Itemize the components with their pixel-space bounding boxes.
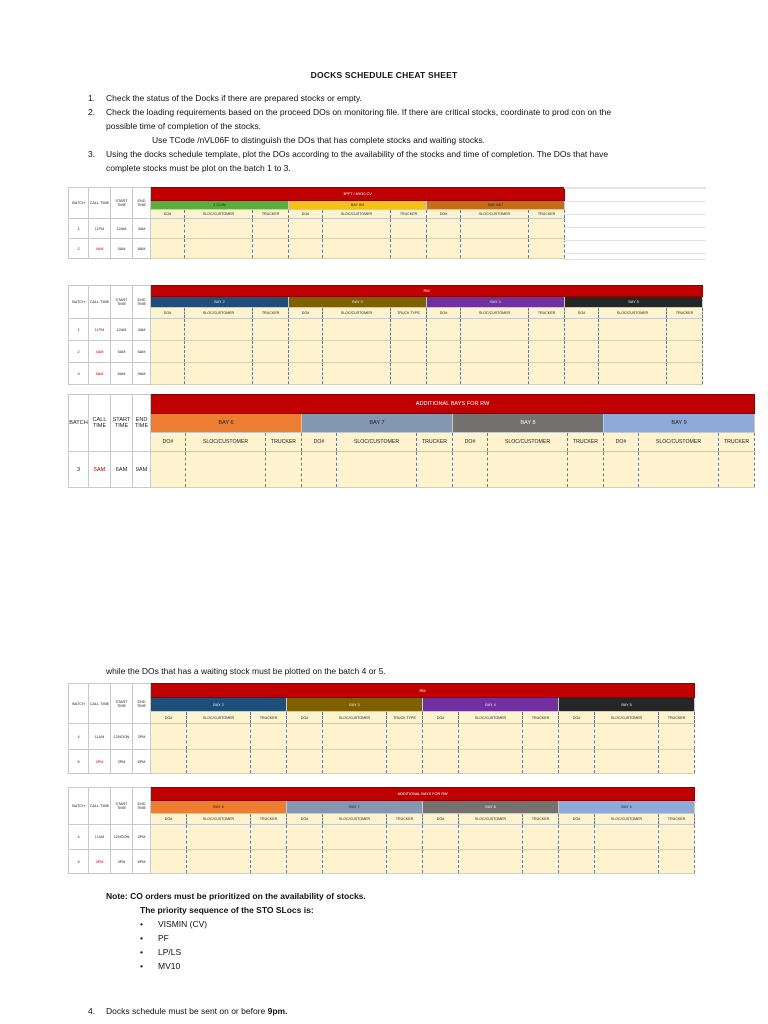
- schedule-cell[interactable]: [659, 850, 695, 874]
- schedule-cell[interactable]: [659, 750, 695, 774]
- schedule-cell[interactable]: [427, 239, 461, 259]
- sub-column-header: TRUCKER: [253, 308, 289, 319]
- sub-column-header: DO#: [289, 308, 323, 319]
- schedule-table-batch-4-5-rw: [68, 683, 695, 774]
- bay-header: BAY 6: [151, 801, 287, 814]
- start-time: 12AM: [111, 319, 133, 341]
- schedule-cell[interactable]: [459, 750, 523, 774]
- schedule-cell[interactable]: [387, 850, 423, 874]
- sub-column-header: TRUCKER: [523, 712, 559, 724]
- schedule-cell[interactable]: [559, 724, 595, 750]
- schedule-cell[interactable]: [565, 363, 599, 385]
- end-time: 9AM: [133, 452, 151, 488]
- schedule-cell[interactable]: [289, 363, 323, 385]
- end-time: 3AM: [133, 319, 151, 341]
- sub-column-header: DO#: [423, 814, 459, 825]
- schedule-cell[interactable]: [323, 363, 391, 385]
- end-time-header: END TIME: [133, 788, 151, 825]
- sub-column-header: DO#: [423, 712, 459, 724]
- banner-header: ADDITIONAL BAYS FOR RW: [151, 395, 755, 414]
- schedule-cell[interactable]: [287, 825, 323, 850]
- sub-column-header: DO#: [151, 210, 185, 219]
- sub-column-header: TRUCKER: [529, 308, 565, 319]
- schedule-cell[interactable]: [187, 724, 251, 750]
- call-time: 4AM: [89, 341, 111, 363]
- spreadsheet-gridlines: [564, 187, 706, 260]
- schedule-cell[interactable]: [323, 239, 391, 259]
- call-time-header: CALL TIME: [89, 684, 111, 724]
- batch-number: 4: [69, 724, 89, 750]
- schedule-cell[interactable]: [253, 219, 289, 239]
- step-4: 4. Docks schedule must be sent on or before 9pm.: [88, 1006, 288, 1016]
- sub-column-header: TRUCKER: [251, 814, 287, 825]
- batch-header: BATCH: [69, 395, 89, 452]
- schedule-cell[interactable]: [391, 239, 427, 259]
- waiting-stock-note: while the DOs that has a waiting stock must be plotted on the batch 4 or 5.: [106, 666, 386, 676]
- end-time: 8AM: [133, 239, 151, 259]
- schedule-cell[interactable]: [459, 825, 523, 850]
- schedule-grid: [68, 187, 565, 259]
- schedule-cell[interactable]: [427, 363, 461, 385]
- schedule-cell[interactable]: [185, 239, 253, 259]
- start-time-header: START TIME: [111, 395, 133, 452]
- end-time-header: END TIME: [133, 286, 151, 319]
- batch-number: 1: [69, 319, 89, 341]
- schedule-cell[interactable]: [187, 850, 251, 874]
- schedule-cell[interactable]: [151, 341, 185, 363]
- schedule-cell[interactable]: [529, 341, 565, 363]
- schedule-cell[interactable]: [523, 724, 559, 750]
- schedule-cell[interactable]: [253, 341, 289, 363]
- start-time: 3PM: [111, 850, 133, 874]
- schedule-cell[interactable]: [565, 341, 599, 363]
- schedule-cell[interactable]: [151, 750, 187, 774]
- schedule-cell[interactable]: [323, 825, 387, 850]
- schedule-cell[interactable]: [187, 825, 251, 850]
- sub-column-header: TRUCKER: [667, 308, 703, 319]
- batch-row: [69, 363, 703, 385]
- sub-column-header: SLOC/CUSTOMER: [323, 210, 391, 219]
- schedule-table-batch-3-additional: [68, 394, 755, 488]
- sub-column-header: TRUCKER: [529, 210, 565, 219]
- schedule-cell[interactable]: [529, 363, 565, 385]
- bay-header: BAY 4: [427, 297, 565, 308]
- batch-number: 2: [69, 239, 89, 259]
- end-time: 6PM: [133, 850, 151, 874]
- schedule-cell[interactable]: [523, 825, 559, 850]
- schedule-cell[interactable]: [461, 341, 529, 363]
- step-2-cont: possible time of completion of the stocks.: [106, 121, 261, 131]
- sub-column-header: DO#: [151, 814, 187, 825]
- bay-header: BAY 5: [559, 698, 695, 712]
- schedule-cell[interactable]: [595, 850, 659, 874]
- call-time-header: CALL TIME: [89, 395, 111, 452]
- start-time: 12NOON: [111, 724, 133, 750]
- schedule-cell[interactable]: [323, 750, 387, 774]
- schedule-cell[interactable]: [323, 341, 391, 363]
- call-time: 5AM: [89, 452, 111, 488]
- batch-header: BATCH: [69, 286, 89, 319]
- priority-item: • LP/LS: [140, 945, 207, 959]
- batch-number: 1: [69, 219, 89, 239]
- schedule-cell[interactable]: [423, 724, 459, 750]
- batch-row: [69, 724, 695, 750]
- sub-column-header: SLOC/CUSTOMER: [639, 433, 719, 452]
- batch-number: 3: [69, 452, 89, 488]
- priority-list: [140, 917, 207, 973]
- schedule-cell[interactable]: [565, 319, 599, 341]
- bay-header: BAY 7: [287, 801, 423, 814]
- sub-column-header: SLOC/CUSTOMER: [185, 308, 253, 319]
- sub-column-header: SLOC/CUSTOMER: [323, 308, 391, 319]
- sub-column-header: DO#: [287, 712, 323, 724]
- call-time-header: CALL TIME: [89, 788, 111, 825]
- schedule-cell[interactable]: [151, 850, 187, 874]
- schedule-cell[interactable]: [595, 750, 659, 774]
- schedule-cell[interactable]: [266, 452, 302, 488]
- sub-column-header: TRUCKER: [387, 814, 423, 825]
- schedule-cell[interactable]: [387, 750, 423, 774]
- sub-column-header: DO#: [151, 712, 187, 724]
- schedule-cell[interactable]: [559, 750, 595, 774]
- start-time-header: START TIME: [111, 286, 133, 319]
- batch-header: BATCH: [69, 188, 89, 219]
- sub-column-header: TRUCKER: [266, 433, 302, 452]
- schedule-cell[interactable]: [459, 724, 523, 750]
- bay-header: BAY 8/9: [289, 201, 427, 210]
- schedule-cell[interactable]: [599, 341, 667, 363]
- schedule-cell[interactable]: [659, 724, 695, 750]
- schedule-cell[interactable]: [529, 319, 565, 341]
- sub-column-header: DO#: [151, 308, 185, 319]
- step-3: 3. Using the docks schedule template, plot the DOs according to the availability of the stocks and time of completion. The DOs that have: [88, 149, 609, 159]
- schedule-cell[interactable]: [639, 452, 719, 488]
- sub-column-header: SLOC/CUSTOMER: [595, 712, 659, 724]
- end-time: 3AM: [133, 219, 151, 239]
- sub-column-header: DO#: [565, 308, 599, 319]
- start-time: 6AM: [111, 363, 133, 385]
- schedule-cell[interactable]: [667, 363, 703, 385]
- start-time-header: START TIME: [111, 788, 133, 825]
- schedule-cell[interactable]: [423, 750, 459, 774]
- schedule-cell[interactable]: [289, 319, 323, 341]
- bay-header: BAY 8: [423, 801, 559, 814]
- step-2: 2. Check the loading requirements based on the proceed DOs on monitoring file. If there are critical stocks, coordinate to prod con on the: [88, 107, 612, 117]
- bay-header: BAY 2: [151, 698, 287, 712]
- start-time: 12NOON: [111, 825, 133, 850]
- start-time: 3PM: [111, 750, 133, 774]
- schedule-cell[interactable]: [185, 363, 253, 385]
- sub-column-header: DO#: [151, 433, 186, 452]
- bay-header: BAY 6&7: [427, 201, 565, 210]
- end-time-header: END TIME: [133, 395, 151, 452]
- sub-column-header: SLOC/CUSTOMER: [461, 308, 529, 319]
- sub-column-header: DO#: [289, 210, 323, 219]
- call-time: 3PM: [89, 750, 111, 774]
- call-time-header: CALL TIME: [89, 286, 111, 319]
- schedule-cell[interactable]: [289, 239, 323, 259]
- schedule-cell[interactable]: [289, 341, 323, 363]
- schedule-cell[interactable]: [461, 363, 529, 385]
- schedule-cell[interactable]: [595, 724, 659, 750]
- start-time-header: START TIME: [111, 188, 133, 219]
- sub-column-header: SLOC/CUSTOMER: [459, 814, 523, 825]
- sub-column-header: SLOC/CUSTOMER: [459, 712, 523, 724]
- end-time: 6PM: [133, 750, 151, 774]
- schedule-cell[interactable]: [387, 724, 423, 750]
- step-1: 1. Check the status of the Docks if there are prepared stocks or empty.: [88, 93, 362, 103]
- schedule-cell[interactable]: [523, 850, 559, 874]
- call-time-header: CALL TIME: [89, 188, 111, 219]
- batch-row: [69, 750, 695, 774]
- batch-number: 5: [69, 750, 89, 774]
- schedule-cell[interactable]: [461, 239, 529, 259]
- call-time: 11AM: [89, 825, 111, 850]
- banner-header: RW: [151, 684, 695, 698]
- sub-column-header: DO#: [559, 814, 595, 825]
- batch-row: [69, 452, 755, 488]
- schedule-cell[interactable]: [185, 219, 253, 239]
- schedule-cell[interactable]: [251, 724, 287, 750]
- end-time: 3PM: [133, 825, 151, 850]
- sub-column-header: DO#: [287, 814, 323, 825]
- batch-row: [69, 850, 695, 874]
- instruction-steps: [88, 91, 728, 175]
- schedule-cell[interactable]: [185, 341, 253, 363]
- schedule-cell[interactable]: [287, 850, 323, 874]
- schedule-cell[interactable]: [185, 319, 253, 341]
- sub-column-header: SLOC/CUSTOMER: [187, 814, 251, 825]
- schedule-cell[interactable]: [337, 452, 417, 488]
- batch-header: BATCH: [69, 684, 89, 724]
- bay-header: 1 CV/M: [151, 201, 289, 210]
- schedule-cell[interactable]: [461, 319, 529, 341]
- sub-column-header: DO#: [453, 433, 488, 452]
- end-time-header: END TIME: [133, 684, 151, 724]
- batch-number: 3: [69, 363, 89, 385]
- schedule-cell[interactable]: [423, 825, 459, 850]
- schedule-cell[interactable]: [251, 850, 287, 874]
- schedule-cell[interactable]: [391, 341, 427, 363]
- bay-header: BAY 3: [287, 698, 423, 712]
- schedule-cell[interactable]: [253, 319, 289, 341]
- sub-column-header: DO#: [302, 433, 337, 452]
- call-time: 11PM: [89, 319, 111, 341]
- schedule-cell[interactable]: [559, 850, 595, 874]
- schedule-cell[interactable]: [253, 363, 289, 385]
- start-time: 6AM: [111, 452, 133, 488]
- schedule-cell[interactable]: [719, 452, 755, 488]
- sub-column-header: SLOC/CUSTOMER: [187, 712, 251, 724]
- schedule-cell[interactable]: [488, 452, 568, 488]
- batch-row: [69, 825, 695, 850]
- bay-header: BAY 6: [151, 414, 302, 433]
- bay-header: BAY 9: [604, 414, 755, 433]
- schedule-cell[interactable]: [667, 319, 703, 341]
- schedule-cell[interactable]: [391, 319, 427, 341]
- start-time: 5AM: [111, 239, 133, 259]
- schedule-cell[interactable]: [251, 750, 287, 774]
- banner-header: RW: [151, 286, 703, 297]
- sub-column-header: SLOC/CUSTOMER: [323, 814, 387, 825]
- priority-item: • MV10: [140, 959, 207, 973]
- start-time: 12AM: [111, 219, 133, 239]
- schedule-cell[interactable]: [187, 750, 251, 774]
- sub-column-header: DO#: [427, 210, 461, 219]
- sub-column-header: SLOC/CUSTOMER: [599, 308, 667, 319]
- schedule-cell[interactable]: [186, 452, 266, 488]
- sub-column-header: TRUCKER: [659, 712, 695, 724]
- schedule-cell[interactable]: [151, 319, 185, 341]
- end-time-header: END TIME: [133, 188, 151, 219]
- schedule-cell[interactable]: [423, 850, 459, 874]
- schedule-cell[interactable]: [461, 219, 529, 239]
- end-time: 6AM: [133, 341, 151, 363]
- bay-header: BAY 4: [423, 698, 559, 712]
- sub-column-header: TRUCK TYPE: [387, 712, 423, 724]
- sub-column-header: TRUCK TYPE: [391, 308, 427, 319]
- schedule-cell[interactable]: [151, 724, 187, 750]
- step-3-cont: complete stocks must be plot on the batch 1 to 3.: [106, 163, 291, 173]
- schedule-cell[interactable]: [323, 319, 391, 341]
- sub-column-header: SLOC/CUSTOMER: [186, 433, 266, 452]
- schedule-cell[interactable]: [568, 452, 604, 488]
- schedule-cell[interactable]: [287, 724, 323, 750]
- end-time: 3PM: [133, 724, 151, 750]
- step-2-tcode: Use TCode /nVL06F to distinguish the DOs that has complete stocks and waiting stocks.: [152, 135, 485, 145]
- priority-heading: The priority sequence of the STO SLocs is:: [140, 905, 314, 915]
- page-title: DOCKS SCHEDULE CHEAT SHEET: [310, 70, 458, 80]
- schedule-cell[interactable]: [595, 825, 659, 850]
- schedule-cell[interactable]: [323, 850, 387, 874]
- sub-column-header: SLOC/CUSTOMER: [323, 712, 387, 724]
- schedule-cell[interactable]: [151, 219, 185, 239]
- sub-column-header: DO#: [604, 433, 639, 452]
- sub-column-header: TRUCKER: [523, 814, 559, 825]
- bay-header: BAY 3: [289, 297, 427, 308]
- sub-column-header: SLOC/CUSTOMER: [488, 433, 568, 452]
- schedule-cell[interactable]: [151, 452, 186, 488]
- batch-row: [69, 219, 565, 239]
- batch-number: 2: [69, 341, 89, 363]
- schedule-cell[interactable]: [287, 750, 323, 774]
- priority-item: • VISMIN (CV): [140, 917, 207, 931]
- sub-column-header: TRUCKER: [417, 433, 453, 452]
- bay-header: BAY 8: [453, 414, 604, 433]
- banner-header: 3PFT / MV10 CV: [151, 188, 565, 201]
- sub-column-header: TRUCKER: [568, 433, 604, 452]
- schedule-cell[interactable]: [391, 363, 427, 385]
- priority-item: • PF: [140, 931, 207, 945]
- schedule-cell[interactable]: [599, 319, 667, 341]
- schedule-cell[interactable]: [529, 239, 565, 259]
- schedule-grid: [68, 285, 703, 385]
- bay-header: BAY 2: [151, 297, 289, 308]
- schedule-cell[interactable]: [459, 850, 523, 874]
- co-orders-note: Note: CO orders must be prioritized on the availability of stocks.: [106, 891, 366, 901]
- schedule-cell[interactable]: [427, 319, 461, 341]
- schedule-cell[interactable]: [323, 724, 387, 750]
- end-time: 9AM: [133, 363, 151, 385]
- bay-header: BAY 5: [565, 297, 703, 308]
- schedule-cell[interactable]: [427, 341, 461, 363]
- schedule-table-batch-4-5-additional: [68, 787, 695, 874]
- schedule-grid: [68, 394, 755, 488]
- banner-header: ADDITIONAL BAYS FOR RW: [151, 788, 695, 801]
- sub-column-header: SLOC/CUSTOMER: [337, 433, 417, 452]
- schedule-table-batch-1-2-cv: [68, 187, 565, 259]
- batch-row: [69, 239, 565, 259]
- schedule-cell[interactable]: [417, 452, 453, 488]
- schedule-cell[interactable]: [599, 363, 667, 385]
- schedule-cell[interactable]: [323, 219, 391, 239]
- schedule-cell[interactable]: [387, 825, 423, 850]
- schedule-cell[interactable]: [253, 239, 289, 259]
- schedule-cell[interactable]: [427, 219, 461, 239]
- call-time: 11AM: [89, 724, 111, 750]
- schedule-cell[interactable]: [604, 452, 639, 488]
- call-time: 3PM: [89, 850, 111, 874]
- start-time-header: START TIME: [111, 684, 133, 724]
- batch-row: [69, 341, 703, 363]
- sub-column-header: SLOC/CUSTOMER: [595, 814, 659, 825]
- call-time: 11PM: [89, 219, 111, 239]
- sub-column-header: TRUCKER: [659, 814, 695, 825]
- sub-column-header: TRUCKER: [391, 210, 427, 219]
- schedule-table-batch-1-3-rw: [68, 285, 703, 385]
- schedule-cell[interactable]: [151, 239, 185, 259]
- sub-column-header: SLOC/CUSTOMER: [461, 210, 529, 219]
- schedule-cell[interactable]: [559, 825, 595, 850]
- sub-column-header: TRUCKER: [251, 712, 287, 724]
- schedule-cell[interactable]: [302, 452, 337, 488]
- bay-header: BAY 9: [559, 801, 695, 814]
- call-time: 5AM: [89, 363, 111, 385]
- schedule-cell[interactable]: [667, 341, 703, 363]
- bay-header: BAY 7: [302, 414, 453, 433]
- start-time: 5AM: [111, 341, 133, 363]
- batch-number: 4: [69, 825, 89, 850]
- batch-header: BATCH: [69, 788, 89, 825]
- schedule-cell[interactable]: [151, 363, 185, 385]
- sub-column-header: TRUCKER: [253, 210, 289, 219]
- schedule-cell[interactable]: [391, 219, 427, 239]
- schedule-cell[interactable]: [251, 825, 287, 850]
- call-time: 4AM: [89, 239, 111, 259]
- batch-number: 5: [69, 850, 89, 874]
- sub-column-header: SLOC/CUSTOMER: [185, 210, 253, 219]
- sub-column-header: DO#: [427, 308, 461, 319]
- schedule-cell[interactable]: [659, 825, 695, 850]
- schedule-grid: [68, 683, 695, 774]
- schedule-grid: [68, 787, 695, 874]
- sub-column-header: TRUCKER: [719, 433, 755, 452]
- schedule-cell[interactable]: [453, 452, 488, 488]
- schedule-cell[interactable]: [289, 219, 323, 239]
- schedule-cell[interactable]: [523, 750, 559, 774]
- batch-row: [69, 319, 703, 341]
- schedule-cell[interactable]: [151, 825, 187, 850]
- sub-column-header: DO#: [559, 712, 595, 724]
- schedule-cell[interactable]: [529, 219, 565, 239]
